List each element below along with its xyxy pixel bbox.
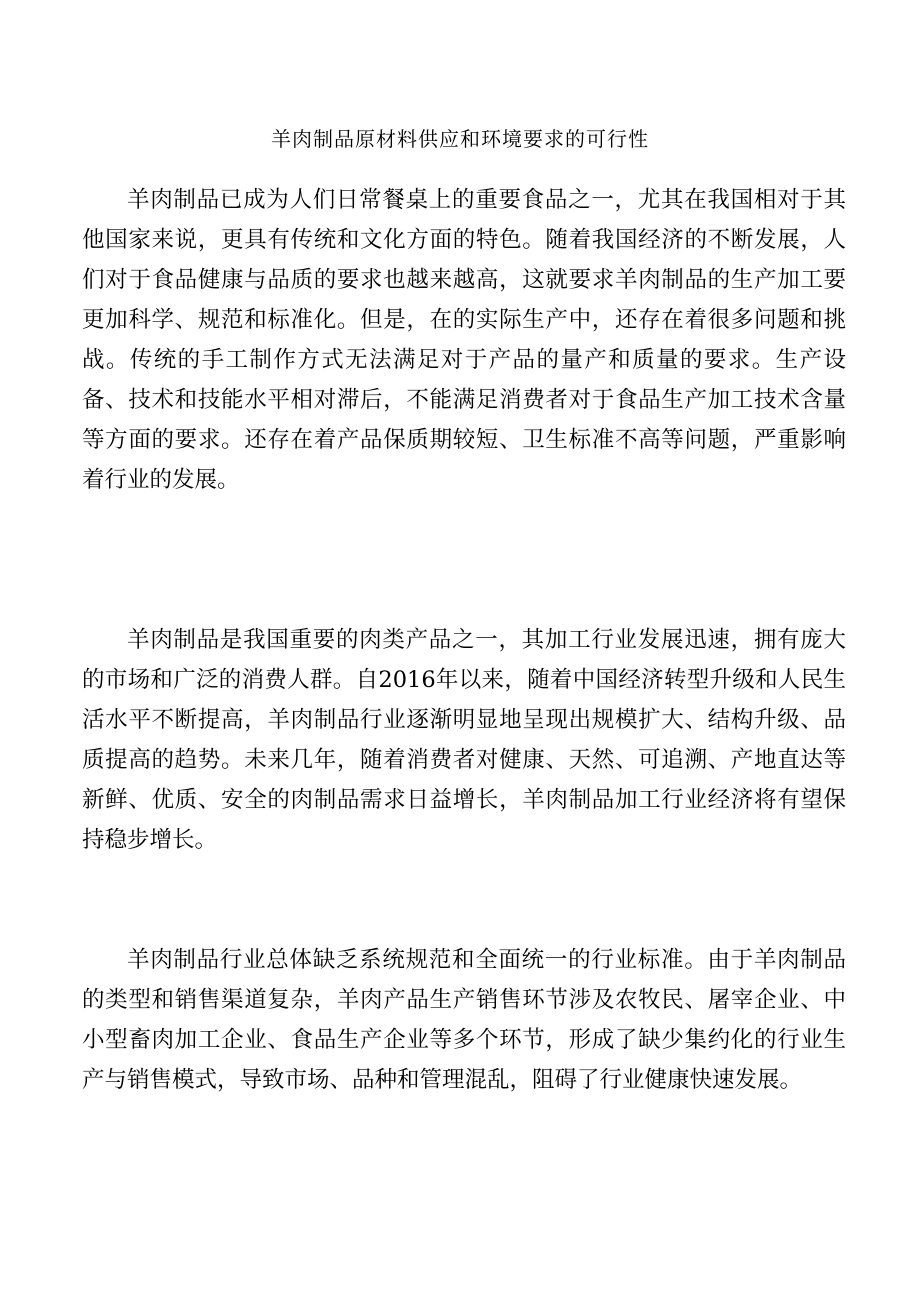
paragraph-2: 羊肉制品是我国重要的肉类产品之一，其加工行业发展迅速，拥有庞大的市场和广泛的消费人群。自2016年以来，随着中国经济转型升级和人民生活水平不断提高，羊肉制品行业逐渐明显地呈现出规模扩大、结构升级、品质提高的趋势。未来几年，随着消费者对健康、天然、可追溯、产地直达等新鲜、优质、安全的肉制品需求日益增长，羊肉制品加工行业经济将有望保持稳步增长。 <box>82 627 846 853</box>
paragraph-3: 羊肉制品行业总体缺乏系统规范和全面统一的行业标准。由于羊肉制品的类型和销售渠道复杂，羊肉产品生产销售环节涉及农牧民、屠宰企业、中小型畜肉加工企业、食品生产企业等多个环节，形成了缺少集约化的行业生产与销售模式，导致市场、品种和管理混乱，阻碍了行业健康快速发展。 <box>82 947 846 1093</box>
document-title: 羊肉制品原材料供应和环境要求的可行性 <box>271 127 649 151</box>
paragraph-1: 羊肉制品已成为人们日常餐桌上的重要食品之一，尤其在我国相对于其他国家来说，更具有传统和文化方面的特色。随着我国经济的不断发展，人们对于食品健康与品质的要求也越来越高，这就要求羊肉制品的生产加工要更加科学、规范和标准化。但是，在的实际生产中，还存在着很多问题和挑战。传统的手工制作方式无法满足对于产品的量产和质量的要求。生产设备、技术和技能水平相对滞后，不能满足消费者对于食品生产加工技术含量等方面的要求。还存在着产品保质期较短、卫生标准不高等问题，严重影响着行业的发展。 <box>82 187 846 493</box>
